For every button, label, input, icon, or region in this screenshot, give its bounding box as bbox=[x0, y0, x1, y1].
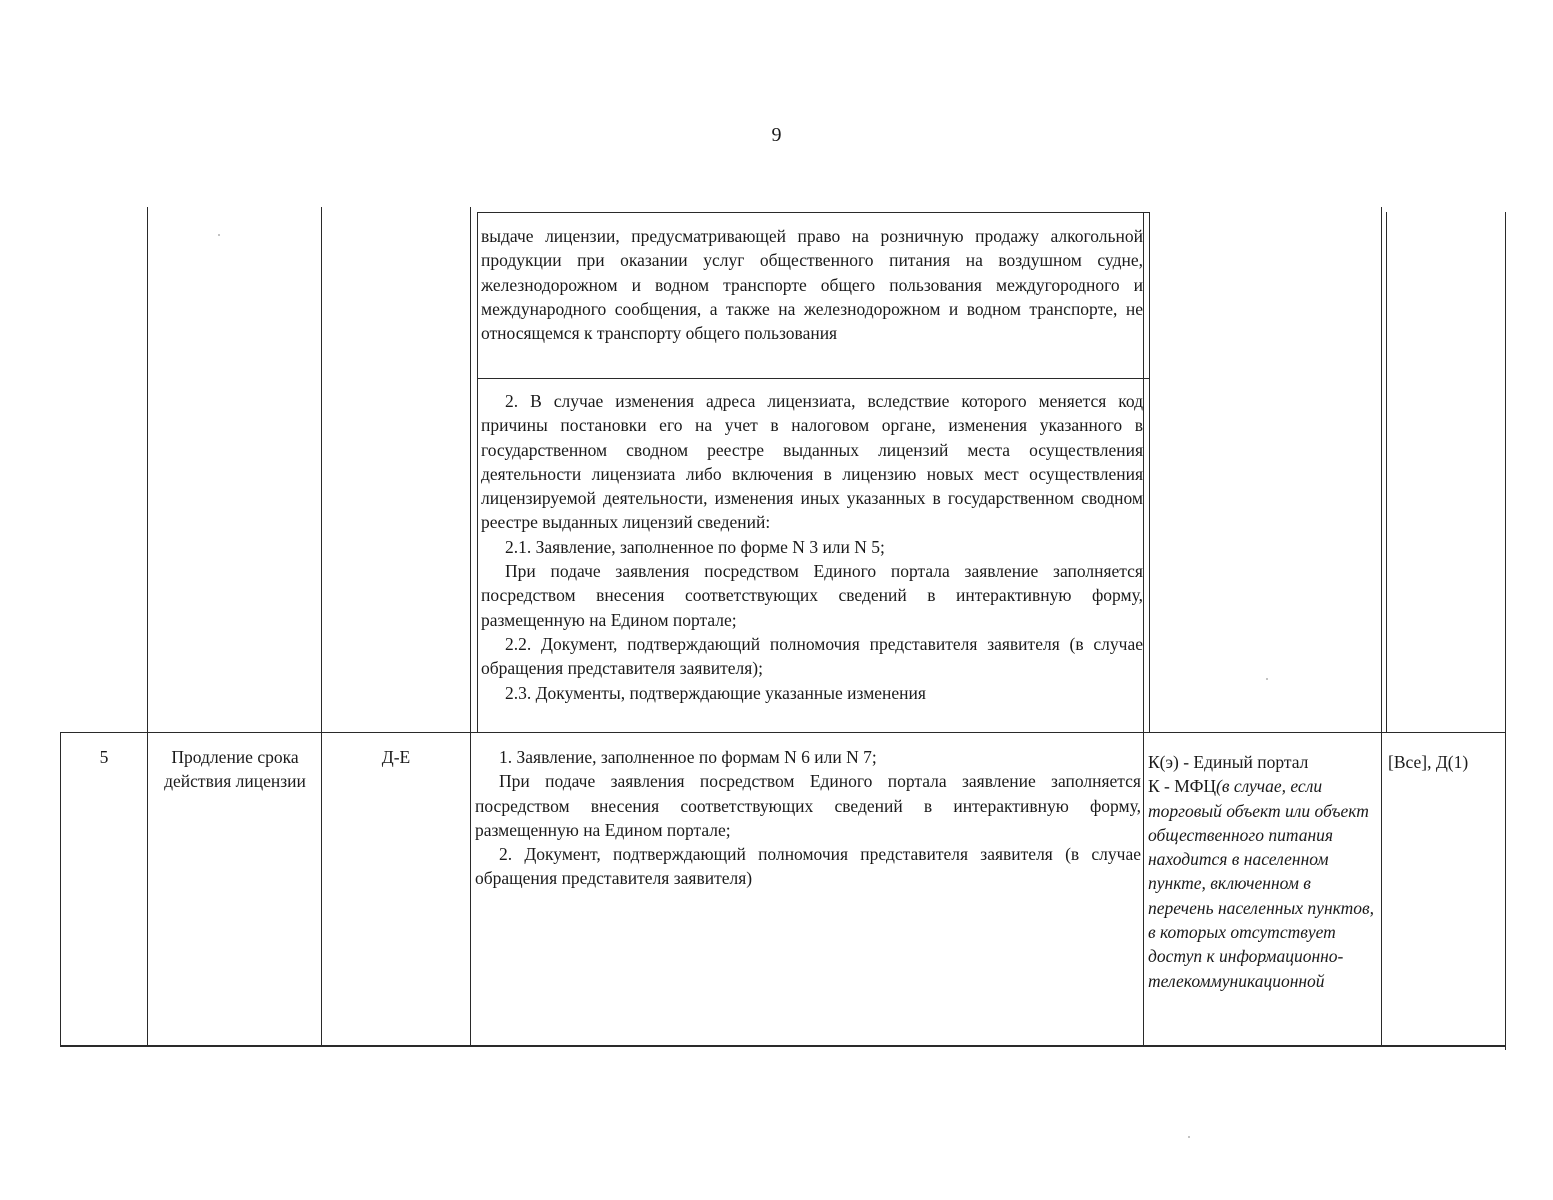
channel-note: (в случае, если торговый объект или объект общественного питания находится в населенном пункте, включенном в перечень населенных пунктов, в которых отсутствует доступ к информационно-телекоммуникационной bbox=[1148, 776, 1374, 991]
table-border-right bbox=[1505, 212, 1506, 1050]
service-name-cell bbox=[152, 745, 318, 794]
column-divider bbox=[321, 207, 322, 1046]
row-number-cell bbox=[61, 745, 147, 769]
documents-item: При подаче заявления посредством Единого портала заявление заполняется посредством внесения соответствующих сведений в интерактивную форму, размещенную на Едином портале; bbox=[475, 771, 1141, 840]
channel-cell bbox=[1148, 750, 1380, 993]
documents-text: выдаче лицензии, предусматривающей право на розничную продажу алкогольной продукции при оказании услуг общественного питания на воздушном судне, железнодорожном и водном транспорте общего пользования междугородного и международного сообщения, а также на железнодорожном и водном транспорте, не относящемся к транспорту общего пользования bbox=[481, 226, 1143, 344]
row-divider bbox=[477, 212, 1150, 213]
documents-cell-changes bbox=[481, 389, 1143, 705]
documents-item: 2. В случае изменения адреса лицензиата, вследствие которого меняется код причины постановки его на учет в налоговом органе, изменения указанного в государственном сводном реестре выданных лицензий места осуществления деятельности лицензиата либо включения в лицензию новых мест осуществления лицензируемой деятельности, изменения иных указанных в государственном сводном реестре выданных лицензий сведений: bbox=[481, 391, 1143, 533]
service-code: Д-Е bbox=[381, 747, 411, 767]
channel-line-mfc bbox=[1148, 774, 1380, 993]
documents-item: При подаче заявления посредством Единого портала заявление заполняется посредством внесения соответствующих сведений в интерактивную форму, размещенную на Едином портале; bbox=[481, 561, 1143, 630]
documents-item: 2. Документ, подтверждающий полномочия представителя заявителя (в случае обращения представителя заявителя) bbox=[475, 844, 1141, 889]
table-border-left bbox=[60, 732, 61, 1046]
row-number: 5 bbox=[99, 747, 109, 767]
channel-prefix: К - МФЦ bbox=[1148, 776, 1217, 797]
scan-speck bbox=[1188, 1136, 1190, 1138]
column-divider bbox=[147, 207, 148, 1046]
scan-speck bbox=[1266, 678, 1268, 680]
column-divider bbox=[1149, 212, 1150, 733]
column-divider bbox=[1381, 207, 1382, 1046]
documents-cell-continuation bbox=[481, 224, 1143, 345]
column-divider bbox=[1386, 212, 1387, 733]
applicants: [Все], Д(1) bbox=[1388, 752, 1469, 772]
documents-cell-row5 bbox=[475, 745, 1141, 891]
service-name: Продление срока действия лицензии bbox=[164, 747, 306, 792]
page-number: 9 bbox=[771, 124, 782, 146]
scan-speck bbox=[218, 234, 220, 236]
channel-line: К(э) - Единый портал bbox=[1148, 752, 1309, 772]
documents-item: 1. Заявление, заполненное по формам N 6 или N 7; bbox=[499, 747, 877, 767]
documents-item: 2.3. Документы, подтверждающие указанные изменения bbox=[505, 682, 926, 703]
service-code-cell bbox=[322, 745, 470, 769]
table-border-bottom bbox=[60, 1045, 1506, 1047]
row-divider bbox=[477, 378, 1150, 379]
column-divider bbox=[477, 212, 478, 733]
documents-item: 2.2. Документ, подтверждающий полномочия представителя заявителя (в случае обращения представителя заявителя); bbox=[481, 633, 1143, 679]
applicants-cell bbox=[1388, 750, 1504, 774]
column-divider bbox=[470, 207, 471, 1046]
column-divider bbox=[1143, 212, 1144, 1046]
documents-item: 2.1. Заявление, заполненное по форме N 3 или N 5; bbox=[505, 536, 885, 557]
row-divider bbox=[60, 732, 1506, 733]
